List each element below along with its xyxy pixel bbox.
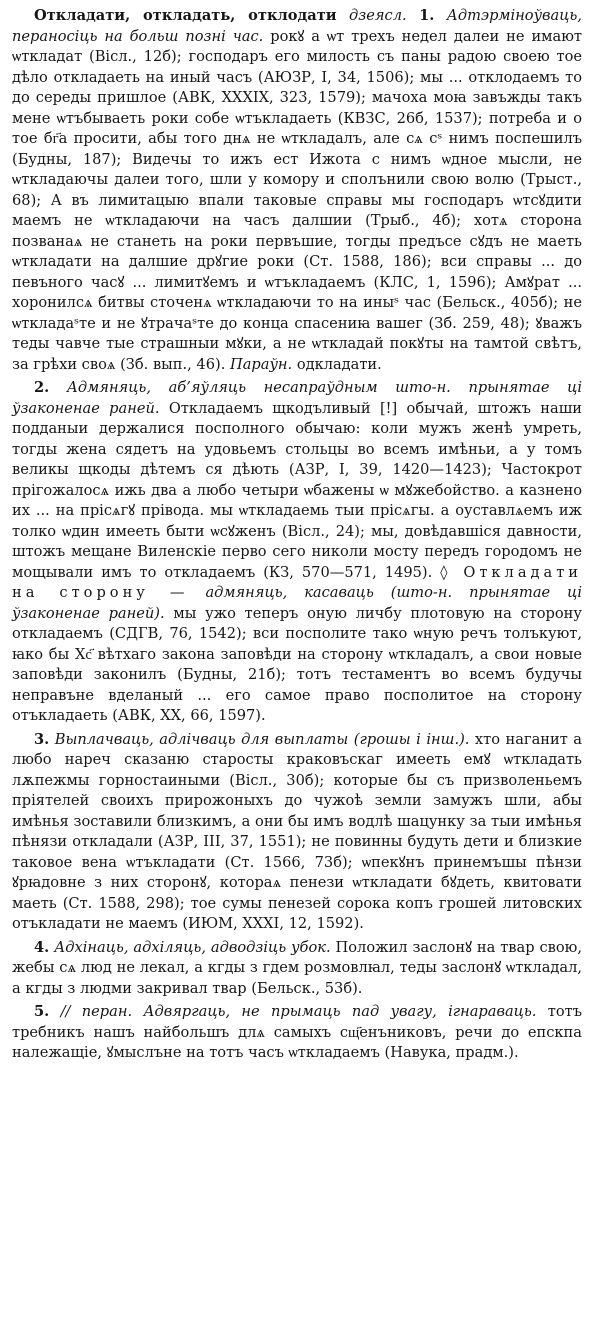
sense-number: 3. xyxy=(34,730,50,748)
sense-5 xyxy=(12,1002,582,1064)
sense-citations: рокꙋ а ѡт трехъ недел далеи не имают ѡткладат (Вісл., 12б); господаръ его милость съ паны радою своею тое дѣло откладаеть на иный часъ (АЮЗР, І, 34, 1506); мы ... отклодаемъ то до середы пришлое (АВК, XXXIX, 323, 1579); мачоха моꙗ завъжды такъ мене ѡтъбываеть роки собе ѡтъкладаеть (КВЗС, 26б, 1537); потреба и о тое бг҃а просити, абы того днѧ не ѡткладалъ, але сѧ сˢ нимъ поспешилъ (Будны, 187); Видечы то ижъ ест Ижота с нимъ ѡдное мысли, не ѡткладаючы далеи того, шли у комору и сполънили свою волю (Трыст., 68); А въ лимитацыю впали таковые справы мы господаръ ѡтсꙋдити маемъ не ѡткладаючи на часъ далшии (Трыб., 4б); хотѧ сторона позванаѧ не станеть на роки первъшие, тогды предъсе сꙋдъ не маеть ѡткладати на далшие дрꙋгие роки (Ст. 1588, 186); вси справы ... до певъного часꙋ ... лимитꙋемъ и ѡтъкладаемъ (КЛС, 1, 1596); Амꙋрат ... хоронилсѧ битвы сточенѧ ѡткладаючи то на иныˢ час (Бельск., 405б); не ѡткладаˢте и не ꙋтрачаˢте до конца спасениꙗ вашег (Зб. 259, 48); ꙋважъ теды чавче тые страшныи мꙋки, а не ѡткладай покꙋты на тамтой свѣтъ, за грѣхи своѧ (Зб. вып., 46). xyxy=(12,27,583,373)
phrase-citations: мы ужо теперъ оную личбу плотовую на сторону откладаемъ (СДГВ, 76, 1542); вси посполите тако ѡную речъ толъкуют, ꙗко бы Хс҃ вѣтхаго закона заповѣди на сторону ѡткладалъ, а свои новые заповѣди законилъ (Будны, 21б); тотъ тестаментъ во всемъ будучы неправъне вделаный ... его самое право посполитое на сторону отъкладаеть (АВК, XX, 66, 1597). xyxy=(12,604,582,724)
sense-definition: Адтэрміноўваць, пераносіць на больш позні час. xyxy=(12,7,583,45)
sense-number: 2. xyxy=(34,379,50,396)
sense-citations: тотъ требникъ нашъ найбольшъ длѧ самыхъ сщ҃енъниковъ, речи до епскпа належащіе, ꙋмыслъне на тотъ часъ ѡткладаемъ (Навука, прадм.). xyxy=(12,1003,582,1061)
sense-number: 5. xyxy=(34,1003,50,1020)
sense-number: 4. xyxy=(34,938,50,956)
headword: Откладати, откладать, отклодати xyxy=(34,7,337,24)
parallel-label: Параўн. xyxy=(229,355,293,373)
phraseological-unit: ◊ Откладати на сторону — xyxy=(12,563,583,601)
sense-definition: Выплачваць, адлічваць для выплаты (грошы і інш.). xyxy=(54,730,470,748)
sense-definition: Адхінаць, адхіляць, адводзіць убок. xyxy=(54,938,331,956)
grammar-label: дзеясл. xyxy=(349,7,407,24)
parallel-word: одкладати. xyxy=(296,355,382,373)
sense-2 xyxy=(12,378,582,727)
sense-3 xyxy=(12,730,582,935)
dictionary-entry xyxy=(12,6,582,1064)
phrase-definition: адмяняць, касаваць (што-н. прынятае ці ўзаконенае раней). xyxy=(12,584,582,622)
sense-citations: Положил заслонꙋ на твар свою, жебы сѧ люд не лекал, а кгды з гдем розмовлꙗл, теды заслонꙋ ѡткладал, а кгды з людми закривал твар (Бельск., 53б). xyxy=(12,938,583,997)
sense-citations: хто наганит а любо нареч сказаню старосты краковъскаг имееть емꙋ ѡткладать лѫпежмы горностаиными (Вісл., 30б); которые бы съ призволеньемъ пріятелей своихъ прирожоныхъ до чужоѣ земли замужъ шли, абы имѣнья зоставили близкимъ, а они бы имъ водлѣ шацунку за тыи имѣнья пѣнязи откладали (АЗР, III, 37, 1551); не повинны будуть дети и близкие таковое вена ѡтъкладати (Ст. 1566, 73б); ѡпекꙋнъ принемъшы пѣнзи ꙋрꙗдовне з них сторонꙋ, котораѧ пенези ѡткладати бꙋдеть, квитовати маеть (Ст. 1588, 298); тое сумы пенезей сорока копъ грошей литовских отъкладати не маемъ (ИЮМ, XXXI, 12, 1592). xyxy=(12,730,583,932)
sense-definition: Адмяняць, аб’яўляць несапраўдным што-н. прынятае ці ўзаконенае раней. xyxy=(12,379,582,417)
sense-definition: // перан. Адвяргаць, не прымаць пад увагу, ігнараваць. xyxy=(60,1003,537,1020)
sense-1 xyxy=(12,6,582,375)
sense-4 xyxy=(12,938,582,1000)
sense-number: 1. xyxy=(419,7,435,24)
sense-citations: Откладаемъ щкодъливый [!] обычай, штожъ наши подданыи держалися посполного обычаю: коли мужъ женѣ умреть, тогды жена сядетъ на удовьемъ стольцы во всемъ имѣньи, а у томъ великы щкоды дѣтемъ ся дѣють (АЗР, І, 39, 1420—1423); Частокрот прігожалосѧ ижь два а любо четыри ѡбажены ѡ мꙋжебойство. а казнено их ... на прісѧгꙋ прівода. мы ѡткладаемь тыи прісѧгы. а оуставлѧемъ иж толко ѡдин имееть быти ѡсꙋженъ (Вісл., 24); мы, довѣдавшіся давности, штожъ мещане Виленскіе перво сего николи мосту передъ городомъ не мощывали имъ то откладаемъ (КЗ, 570—571, 1495). xyxy=(12,399,583,581)
